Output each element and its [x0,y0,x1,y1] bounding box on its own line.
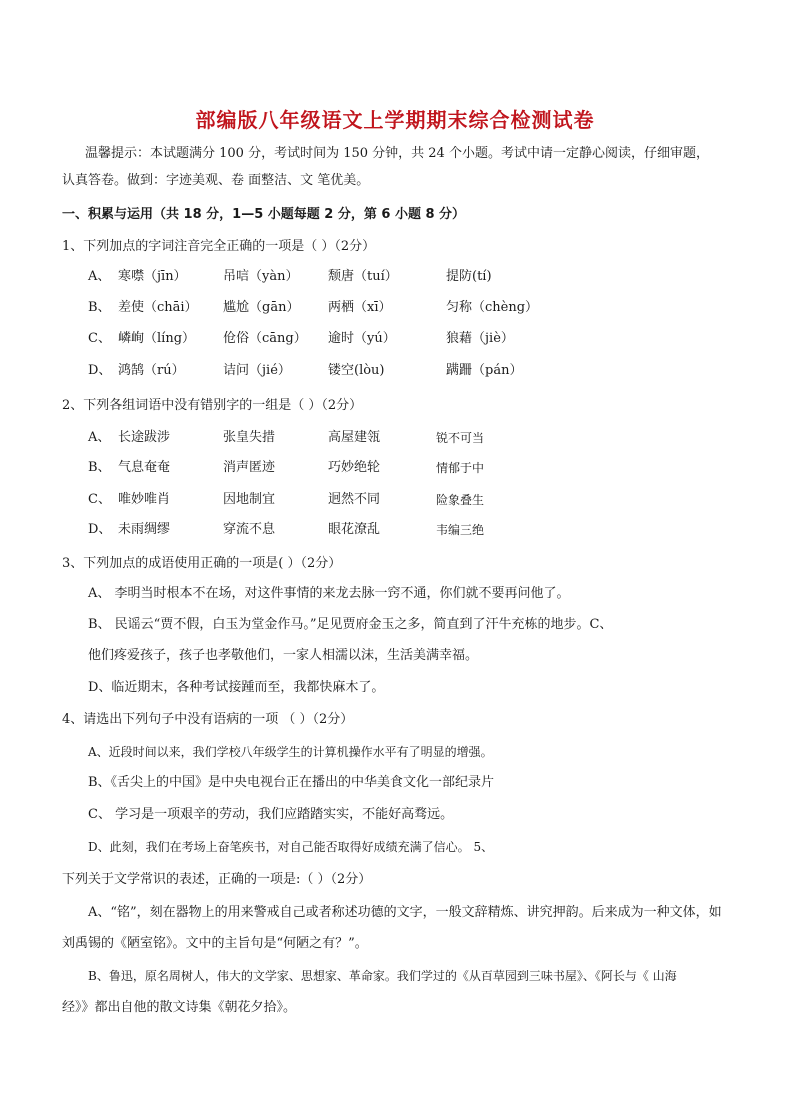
option-item: 狼藉（jiè） [446,331,514,346]
option-item: 因地制宜 [223,492,276,507]
question-3-option-d: D、临近期末，各种考试接踵而至，我都快麻木了。 [88,680,385,695]
option-item: 唯妙唯肖 [118,492,171,507]
option-label: C、 [88,331,111,346]
option-item: 镂空(lòu) [328,363,385,378]
option-item: 差使（chāi） [118,300,198,315]
option-label: A、 [88,430,111,445]
question-4-option-c: C、 学习是一项艰辛的劳动，我们应踏踏实实，不能好高骛远。 [88,807,454,822]
option-item: 诘问（jié） [223,363,291,378]
question-2-option-b [88,459,485,477]
option-item: 逾时（yú） [328,331,396,346]
option-item: 迥然不同 [328,492,381,507]
question-5-option-a-line-1: A、“铭”，刻在器物上的用来警戒自己或者称述功德的文字，一般文辞精炼、讲究押韵。后来成为一种文体，如 [88,905,722,920]
option-item: 匀称（chèng） [446,300,539,315]
question-5-option-b-line-1: B、鲁迅，原名周树人，伟大的文学家、思想家、革命家。我们学过的《从百草园到三味书屋》、《阿长与《 山海 [88,969,677,983]
page-title: 部编版八年级语文上学期期末综合检测试卷 [195,108,595,132]
question-4-option-a: A、近段时间以来，我们学校八年级学生的计算机操作水平有了明显的增强。 [88,745,493,759]
question-1-option-a [88,268,492,286]
option-item: 气息奄奄 [118,460,171,475]
question-3-option-a: A、 李明当时根本不在场，对这件事情的来龙去脉一窍不通，你们就不要再问他了。 [88,586,570,601]
option-item: 眼花潦乱 [328,522,381,537]
option-label: C、 [88,492,111,507]
option-item: 韦编三绝 [436,523,485,537]
option-item: 伧俗（cāng） [223,331,307,346]
option-item: 提防(tí) [446,269,492,284]
option-label: D、 [88,363,112,378]
option-item: 未雨绸缪 [118,522,171,537]
option-item: 两栖（xī） [328,300,392,315]
option-label: B、 [88,300,111,315]
question-3-option-b: B、 民谣云“贾不假，白玉为堂金作马。”足见贾府金玉之多，简直到了汗牛充栋的地步。C、 [88,617,613,632]
question-4-option-d: D、此刻，我们在考场上奋笔疾书，对自己能否取得好成绩充满了信心。 5、 [88,840,494,854]
option-item: 张皇失措 [223,430,276,445]
option-label: D、 [88,522,112,537]
question-2-option-c [88,491,485,509]
question-5-option-a-line-2: 刘禹锡的《陋室铭》。文中的主旨句是“何陋之有？”。 [62,936,368,951]
option-label: A、 [88,269,111,284]
question-5-option-b-line-2: 经》》都出自他的散文诗集《朝花夕拾》。 [62,1000,297,1015]
question-3-option-c: 他们疼爱孩子，孩子也孝敬他们，一家人相濡以沫，生活美满幸福。 [88,648,479,663]
option-item: 尴尬（gān） [223,300,300,315]
question-3-stem: 3、下列加点的成语使用正确的一项是( ）（2分） [62,556,342,571]
option-item: 情郁于中 [436,461,485,475]
option-item: 穿流不息 [223,522,276,537]
option-label: B、 [88,460,111,475]
question-2-option-d [88,521,485,539]
option-item: 颓唐（tuí） [328,269,398,284]
question-2-option-a [88,429,485,447]
question-5-stem: 下列关于文学常识的表述，正确的一项是:（ ）（2分） [62,872,372,887]
option-item: 巧妙绝轮 [328,460,381,475]
option-item: 寒噤（jīn） [118,269,187,284]
question-1-option-c [88,330,514,348]
notice-line-1: 温馨提示：本试题满分 100 分，考试时间为 150 分钟，共 24 个小题。考试中请一定静心阅读，仔细审题， [85,146,709,161]
option-item: 锐不可当 [436,431,485,445]
question-1-stem: 1、下列加点的字词注音完全正确的一项是（ ）（2分） [62,239,376,254]
option-item: 鸿鹄（rú） [118,363,185,378]
option-item: 长途跋涉 [118,430,171,445]
question-2-stem: 2、下列各组词语中没有错别字的一组是（ ）（2分） [62,398,363,413]
question-1-option-b [88,299,539,317]
option-item: 消声匿迹 [223,460,276,475]
option-item: 蹒跚（pán） [446,363,523,378]
option-item: 高屋建瓴 [328,430,381,445]
option-item: 险象叠生 [436,493,485,507]
notice-line-2: 认真答卷。做到：字迹美观、卷 面整洁、文 笔优美。 [62,173,370,188]
section-1-heading: 一、积累与运用（共 18 分，1—5 小题每题 2 分，第 6 小题 8 分） [62,207,466,222]
question-4-stem: 4、请选出下列句子中没有语病的一项 （ ）（2分） [62,712,354,727]
question-4-option-b: B、《舌尖上的中国》是中央电视台正在播出的中华美食文化一部纪录片 [88,775,495,790]
option-item: 嶙峋（líng） [118,331,196,346]
question-1-option-d [88,362,523,380]
option-item: 吊唁（yàn） [223,269,299,284]
